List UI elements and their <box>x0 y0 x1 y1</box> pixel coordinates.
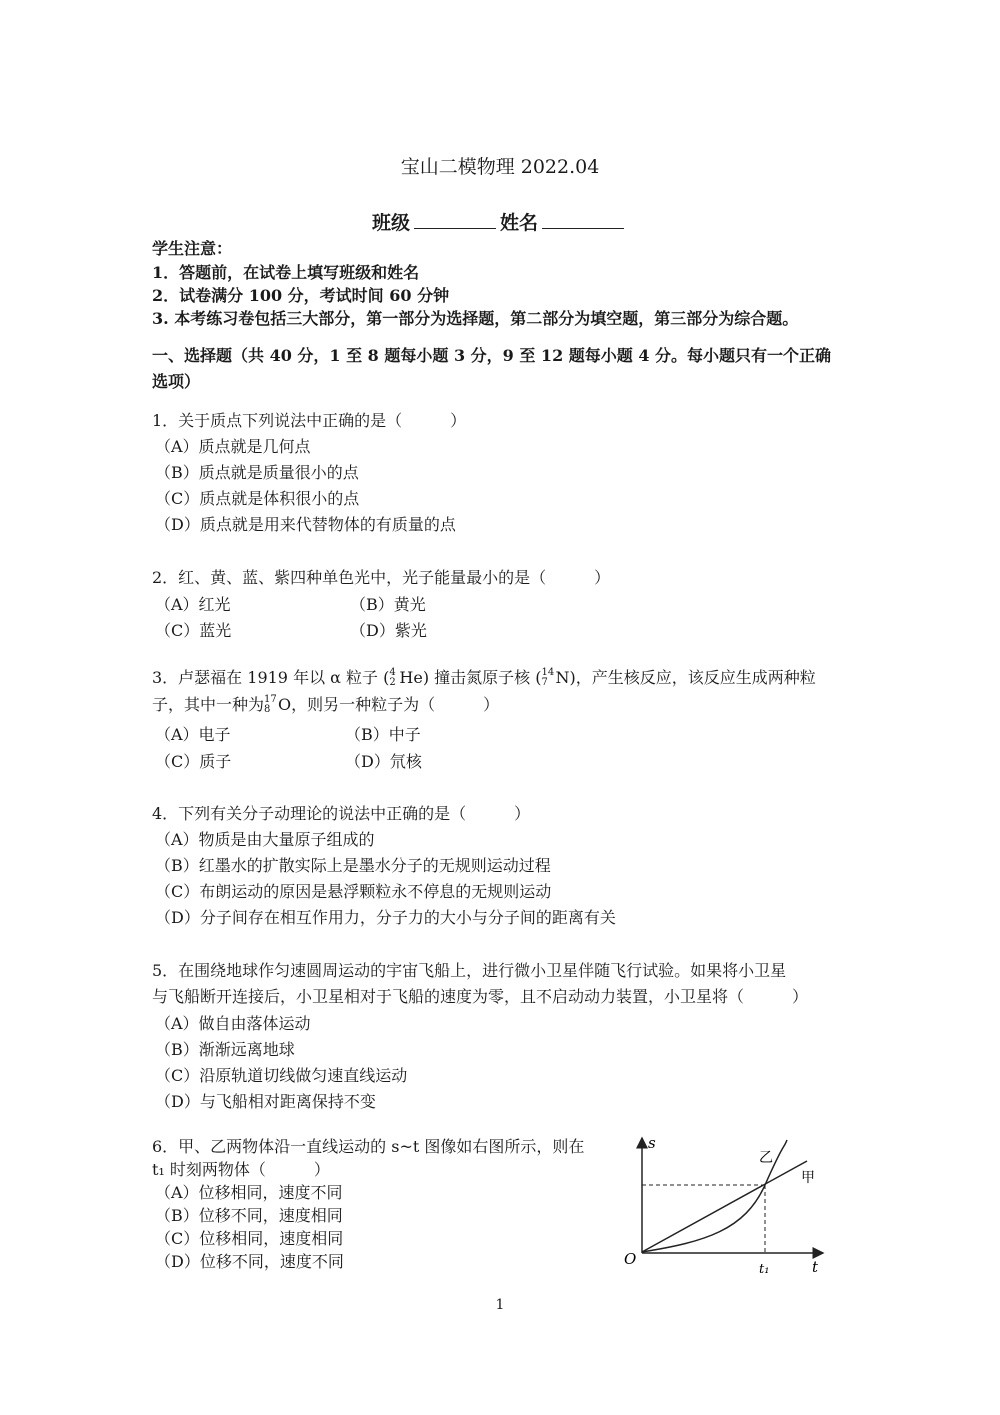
helium-notation: 4 2 <box>389 666 396 688</box>
question-3-stem-a: 3．卢瑟福在 1919 年以 α 粒子 ( <box>152 668 390 687</box>
notice-item-2: 2．试卷满分 100 分，考试时间 60 分钟 <box>152 286 450 305</box>
question-4-option-b[interactable]: （B）红墨水的扩散实际上是墨水分子的无规则运动过程 <box>155 856 551 875</box>
jia-label: 甲 <box>801 1170 815 1186</box>
question-1-option-d[interactable]: （D）质点就是用来代替物体的有质量的点 <box>155 515 456 534</box>
question-5-option-b[interactable]: （B）渐渐远离地球 <box>155 1040 295 1059</box>
question-6-option-d[interactable]: （D）位移不同，速度不同 <box>155 1252 344 1271</box>
question-1-option-c[interactable]: （C）质点就是体积很小的点 <box>155 489 360 508</box>
question-2-option-d[interactable]: （D）紫光 <box>350 621 427 640</box>
page-title: 宝山二模物理 2022.04 <box>400 156 600 178</box>
s-axis-label: s <box>648 1134 656 1152</box>
oxygen-symbol: O，则另一种粒子为（ ） <box>278 695 500 714</box>
question-4-stem: 4．下列有关分子动理论的说法中正确的是（ ） <box>152 804 531 823</box>
question-6-option-a[interactable]: （A）位移相同，速度不同 <box>155 1183 343 1202</box>
question-5-option-c[interactable]: （C）沿原轨道切线做匀速直线运动 <box>155 1066 408 1085</box>
nitrogen-notation: 14 7 <box>541 666 555 688</box>
helium-symbol: He) 撞击氮原子核 ( <box>399 668 542 687</box>
question-2-option-c[interactable]: （C）蓝光 <box>155 621 232 640</box>
question-3-stem-line-1 <box>152 665 816 688</box>
question-5-stem-line-1: 5．在围绕地球作匀速圆周运动的宇宙飞船上，进行微小卫星伴随飞行试验。如果将小卫星 <box>152 961 787 980</box>
question-1-stem: 1．关于质点下列说法中正确的是（ ） <box>152 411 467 430</box>
question-3-stem-b: 子，其中一种为 <box>152 695 265 714</box>
name-label: 姓名 <box>500 212 539 234</box>
question-6-stem-line-2: t₁ 时刻两物体（ ） <box>152 1160 330 1179</box>
notice-item-3: 3. 本考练习卷包括三大部分，第一部分为选择题，第二部分为填空题，第三部分为综合题。 <box>152 309 799 328</box>
question-2-option-b[interactable]: （B）黄光 <box>350 595 426 614</box>
question-4-option-c[interactable]: （C）布朗运动的原因是悬浮颗粒永不停息的无规则运动 <box>155 882 552 901</box>
question-2-stem: 2．红、黄、蓝、紫四种单色光中，光子能量最小的是（ ） <box>152 568 611 587</box>
question-6-option-b[interactable]: （B）位移不同，速度相同 <box>155 1206 343 1225</box>
section-heading-line-1: 一、选择题（共 40 分，1 至 8 题每小题 3 分，9 至 12 题每小题 4 分。每小题只有一个正确 <box>152 346 832 365</box>
origin-label: O <box>624 1250 637 1268</box>
question-3-option-c[interactable]: （C）质子 <box>155 752 232 771</box>
nitrogen-symbol: N)，产生核反应，该反应生成两种粒 <box>555 668 816 687</box>
question-2-option-a[interactable]: （A）红光 <box>155 595 231 614</box>
question-3-stem-line-2 <box>152 692 499 715</box>
name-blank[interactable] <box>542 210 624 229</box>
page-number: 1 <box>495 1297 505 1313</box>
question-6-option-c[interactable]: （C）位移相同，速度相同 <box>155 1229 344 1248</box>
section-heading-line-2: 选项） <box>152 372 201 391</box>
question-3-option-d[interactable]: （D）氘核 <box>345 752 422 771</box>
question-3-option-a[interactable]: （A）电子 <box>155 725 231 744</box>
question-6-stem-line-1: 6．甲、乙两物体沿一直线运动的 s~t 图像如右图所示，则在 <box>152 1137 585 1156</box>
class-blank[interactable] <box>414 210 496 229</box>
question-4-option-a[interactable]: （A）物质是由大量原子组成的 <box>155 830 375 849</box>
question-1-option-a[interactable]: （A）质点就是几何点 <box>155 437 311 456</box>
s-t-graph <box>615 1130 835 1280</box>
question-4-option-d[interactable]: （D）分子间存在相互作用力，分子力的大小与分子间的距离有关 <box>155 908 616 927</box>
class-name-line <box>0 208 1000 235</box>
notice-title: 学生注意： <box>152 239 233 258</box>
t-axis-label: t <box>812 1258 819 1276</box>
yi-label: 乙 <box>759 1150 773 1166</box>
t1-label: t₁ <box>759 1262 770 1277</box>
class-label: 班级 <box>371 212 410 234</box>
question-5-option-d[interactable]: （D）与飞船相对距离保持不变 <box>155 1092 376 1111</box>
line-jia <box>642 1161 807 1252</box>
oxygen-notation: 17 8 <box>264 693 277 715</box>
notice-item-1: 1．答题前，在试卷上填写班级和姓名 <box>152 263 420 282</box>
question-5-option-a[interactable]: （A）做自由落体运动 <box>155 1014 311 1033</box>
question-5-stem-line-2: 与飞船断开连接后，小卫星相对于飞船的速度为零，且不启动动力装置，小卫星将（ ） <box>152 987 809 1006</box>
question-3-option-b[interactable]: （B）中子 <box>345 725 421 744</box>
question-1-option-b[interactable]: （B）质点就是质量很小的点 <box>155 463 359 482</box>
